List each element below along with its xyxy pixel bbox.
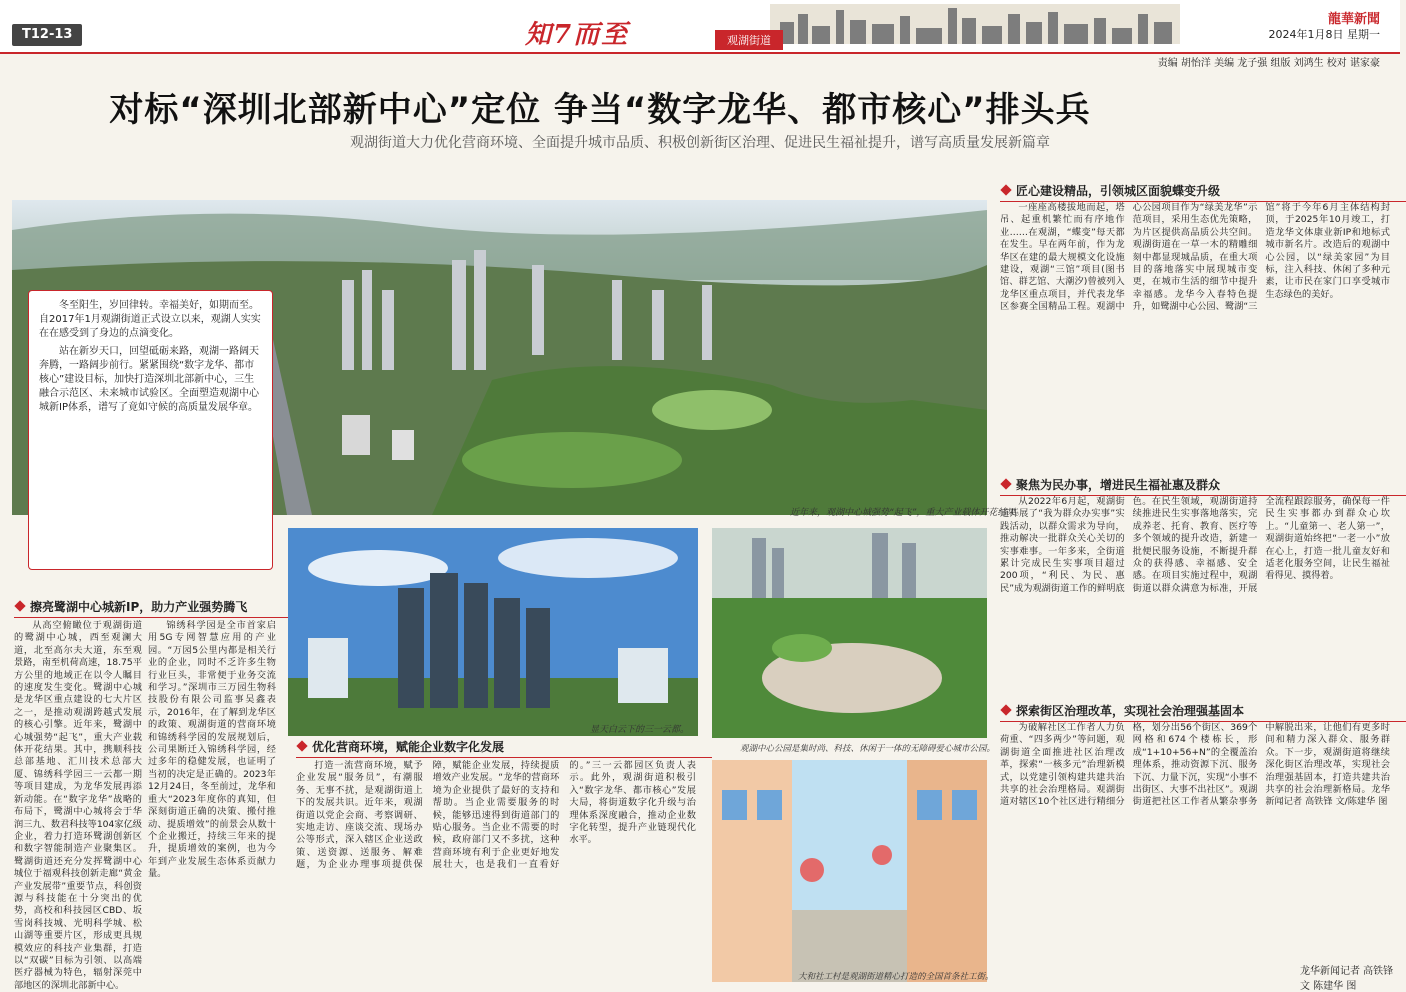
column-logo bbox=[525, 14, 629, 51]
office-towers-photo bbox=[288, 528, 698, 736]
intro-paragraph: 站在新岁天口，回望砥砺来路，观湖一路阔天奔腾，一路阔步前行。紧紧围绕“数字龙华、都市核心”建设目标，加快打造深圳北部新中心，三生融合示范区、未来城市试验区。全面塑造观湖中心城新IP体系，谱写了竟如守候的高质量发展华章。 bbox=[39, 346, 259, 413]
subheadline: 观湖街道大力优化营商环境、全面提升城市品质、积极创新街区治理、促进民生福祉提升，谱写高质量发展新篇章 bbox=[350, 135, 1050, 151]
main-photo-caption: 近年来，观湖中心城强势“起飞”，重大产业载体开花结果。 bbox=[790, 508, 1025, 518]
social-work-street-photo bbox=[712, 760, 987, 982]
issue-date: 2024年1月8日 星期一 bbox=[1268, 28, 1380, 41]
article-paragraph: 锦绣科学园是全市首家启用5G专网智慧应用的产业园。“万园5公里内都是相关行业的企业，同时不乏许多生物行业巨头，非常便于业务交流和学习。”深圳市三万园生物科技股份有限公司监事吴鑫表示，2016年，在了解到龙华区的政策、观湖街道的营商环境和锦绣科学园的发展规划后，公司果断迁入锦绣科学园，经过多年的稳健发展，也证明了当初的决定是正确的。2023年12月24日，冬至前过，龙华和重大“2023年度你的真知，但深刻街道正确的决策、搬付推动、提质增效”的前景会从数十个企业搬迁，持续三年来的提升，提质增效的案例，也为今年到产业发展生态体系贡献力量。 bbox=[148, 620, 276, 880]
section-heading: 擦亮鹭湖中心城新IP，助力产业强势腾飞 bbox=[14, 598, 290, 618]
article-paragraph: 从2022年6月起，观湖街道开展了“我为群众办实事”实践活动，以群众需求为导向，推动解决一批群众关心关切的实事难事。一年多来，全街道累计完成民生实事项目超过200项，“利民、为民、惠民”成为观湖街道工作的鲜明底色。在民生领域，观湖街道持续推进民生实事落地落实，完成养老、托育、教育、医疗等多个领域的提升改造，新建一批便民服务设施，不断提升群众的获得感、幸福感、安全感。在项目实施过程中，观湖街道以群众满意为标准，开展全流程跟踪服务，确保每一件民生实事都办到群众心坎上。“儿童第一、老人第一”，观湖街道始终把“一老一小”放在心上，打造一批儿童友好和适老化服务空间，让民生福祉看得见、摸得着。 bbox=[1000, 496, 1390, 594]
page-number: T12-13 bbox=[12, 24, 82, 46]
article-column bbox=[1000, 722, 1390, 960]
intro-box bbox=[28, 290, 273, 570]
byline: 龙华新闻记者 高铁锋 文 陈建华 图 bbox=[1300, 966, 1394, 992]
central-park-photo bbox=[712, 528, 987, 738]
headline: 对标“深圳北部新中心”定位 争当“数字龙华、都市核心”排头兵 bbox=[109, 90, 1091, 130]
photo-card bbox=[712, 760, 987, 982]
editor-credits: 责编 胡怡洋 美编 龙子强 组版 刘鸿生 校对 谌家豪 bbox=[1157, 58, 1380, 69]
section-heading: 优化营商环境，赋能企业数字化发展 bbox=[296, 738, 712, 758]
column-logo-text: 知7而至 bbox=[525, 20, 630, 50]
photo-card bbox=[288, 528, 698, 736]
article-paragraph: 为破解社区工作者人力负荷重、“四多两少”等问题，观湖街道全面推进社区治理改革，探索“一核多元”治理新模式，以党建引领构建共建共治共享的社会治理格局。观湖街道对辖区10个社区进行精细分格，划分出56个街区、369个网格和674个楼栋长，形成“1+10+56+N”的全覆盖治理体系，推动资源下沉、服务下沉、力量下沉，实现“小事不出街区、大事不出社区”。观湖街道把社区工作者从繁杂事务中解脱出来，让他们有更多时间和精力深入群众、服务群众。下一步，观湖街道将继续深化街区治理改革，实现社会治理强基固本，打造共建共治共享的社会治理新格局。龙华新闻记者 高铁锋 文/陈建华 图 bbox=[1000, 722, 1390, 808]
article-column bbox=[296, 760, 696, 982]
article-paragraph: 打造一流营商环境，赋予企业发展“服务员”，有潮服务、无事不扰，是观湖街道上下的发展共识。近年来，观湖街道以党企会商、考察调研、实地走访、座谈交流、现场办公等形式，深入辖区企业送政策、送资源、送服务、解难题，为企业办理事项提供保障，赋能企业发展，持续提质增效产业发展。“龙华的营商环境为企业提供了最好的支持和帮助。当企业需要服务的时候，能够迅速得到街道部门的贴心服务。当企业不需要的时候，政府部门又不多扰，这种营商环境有利于企业更好地发展壮大，也是我们一直看好的。”三一云都园区负责人表示。此外，观湖街道积极引入“数字龙华、都市核心”发展大局，将街道数字化升级与治理体系深度融合，推动企业数字化转型，提升产业链现代化水平。 bbox=[296, 760, 696, 871]
article-column bbox=[14, 620, 142, 991]
section-heading: 匠心建设精品，引领城区面貌蝶变升级 bbox=[1000, 182, 1406, 202]
article-column bbox=[148, 620, 276, 980]
skyline-illustration bbox=[770, 4, 1180, 44]
photo-caption: 大和社工村是观湖街道精心打造的全国首条社工街。 bbox=[798, 972, 994, 982]
section-heading: 探索街区治理改革，实现社会治理强基固本 bbox=[1000, 702, 1406, 722]
photo-caption: 显天白云下的三一云都。 bbox=[590, 725, 690, 735]
article-paragraph: 一座座高楼拔地而起，塔吊、起重机繁忙而有序地作业……在观湖，“蝶变”每天都在发生。早在两年前，作为龙华区在建的最大规模文化设施建设，观湖“三馆”项目(图书馆、群艺馆、大潮汐)曾被列入龙华区重点项目，并代表龙华区参赛全国精品工程。观湖中心公园项目作为“绿美龙华”示范项目，采用生态优先策略，为片区提供高品质公共空间。观湖街道在一草一木的精雕细刻中都显现城品质，在重大项目的落地落实中展现城市变更，在城市生活的细节中提升幸福感。龙华今入春特色提升，如鹭湖中心公园、鹭湖“三馆”将于今年6月主体结构封顶，于2025年10月竣工，打造龙华文体康业新IP和地标式城市新名片。改造后的观湖中心公园，以“绿美家园”为目标，注入科技、休闲了多种元素，让市民在家门口享受城市生态绿色的美好。 bbox=[1000, 202, 1390, 313]
masthead bbox=[0, 0, 1400, 54]
article-column bbox=[1000, 496, 1390, 696]
photo-card bbox=[712, 528, 987, 738]
brand-logo: 龍華新聞 bbox=[1327, 12, 1380, 27]
article-column bbox=[1000, 202, 1390, 487]
intro-paragraph: 冬至阳生，岁回律转。幸福美好，如期而至。自2017年1月观湖街道正式设立以来，观湖人实实在在感受到了身边的点滴变化。 bbox=[39, 300, 261, 339]
article-paragraph: 从高空俯瞰位于观湖街道的鹭湖中心城，西至观澜大道，北至高尔夫大道，东至观景路，南至机荷高速，18.75平方公里的地域正在以令人瞩目的速度发生变化。鹭湖中心城是龙华区重点建设的七大片区之一，是推动观湖跨越式发展的核心引擎。近年来，鹭湖中心城强势“起飞”，重大产业载体开花结果。其中，携顺科技总部基地、汇川技术总部大厦、锦绣科学园三一云都一期等项目建成，为龙华发展再添新动能。在“数字龙华”战略的布局下，鹭湖中心城将会于华润三九、数君科技等104家亿级企业，着力打造环鹭湖创新区和数字智能制造产业聚集区。鹭湖街道还充分发挥鹭湖中心城位于福观科技创新走廊“黄金产业发展带”重要节点，科创资源与科技能在十分突出的优势，高校和科技园区CBD、坂雪岗科技城、光明科学城、松山湖等重要片区，形成更具规模效应的科技产业集群，打造以“双碳”目标为引领、以高端医疗器械为特色，辐射深莞中部地区的深圳北部新中心。 bbox=[14, 620, 142, 991]
section-tag: 观湖街道 bbox=[715, 30, 783, 50]
photo-caption: 观湖中心公园是集时尚、科技、休闲于一体的无障碍爱心城市公园。 bbox=[740, 744, 996, 754]
section-heading: 聚焦为民办事，增进民生福祉惠及群众 bbox=[1000, 476, 1406, 496]
